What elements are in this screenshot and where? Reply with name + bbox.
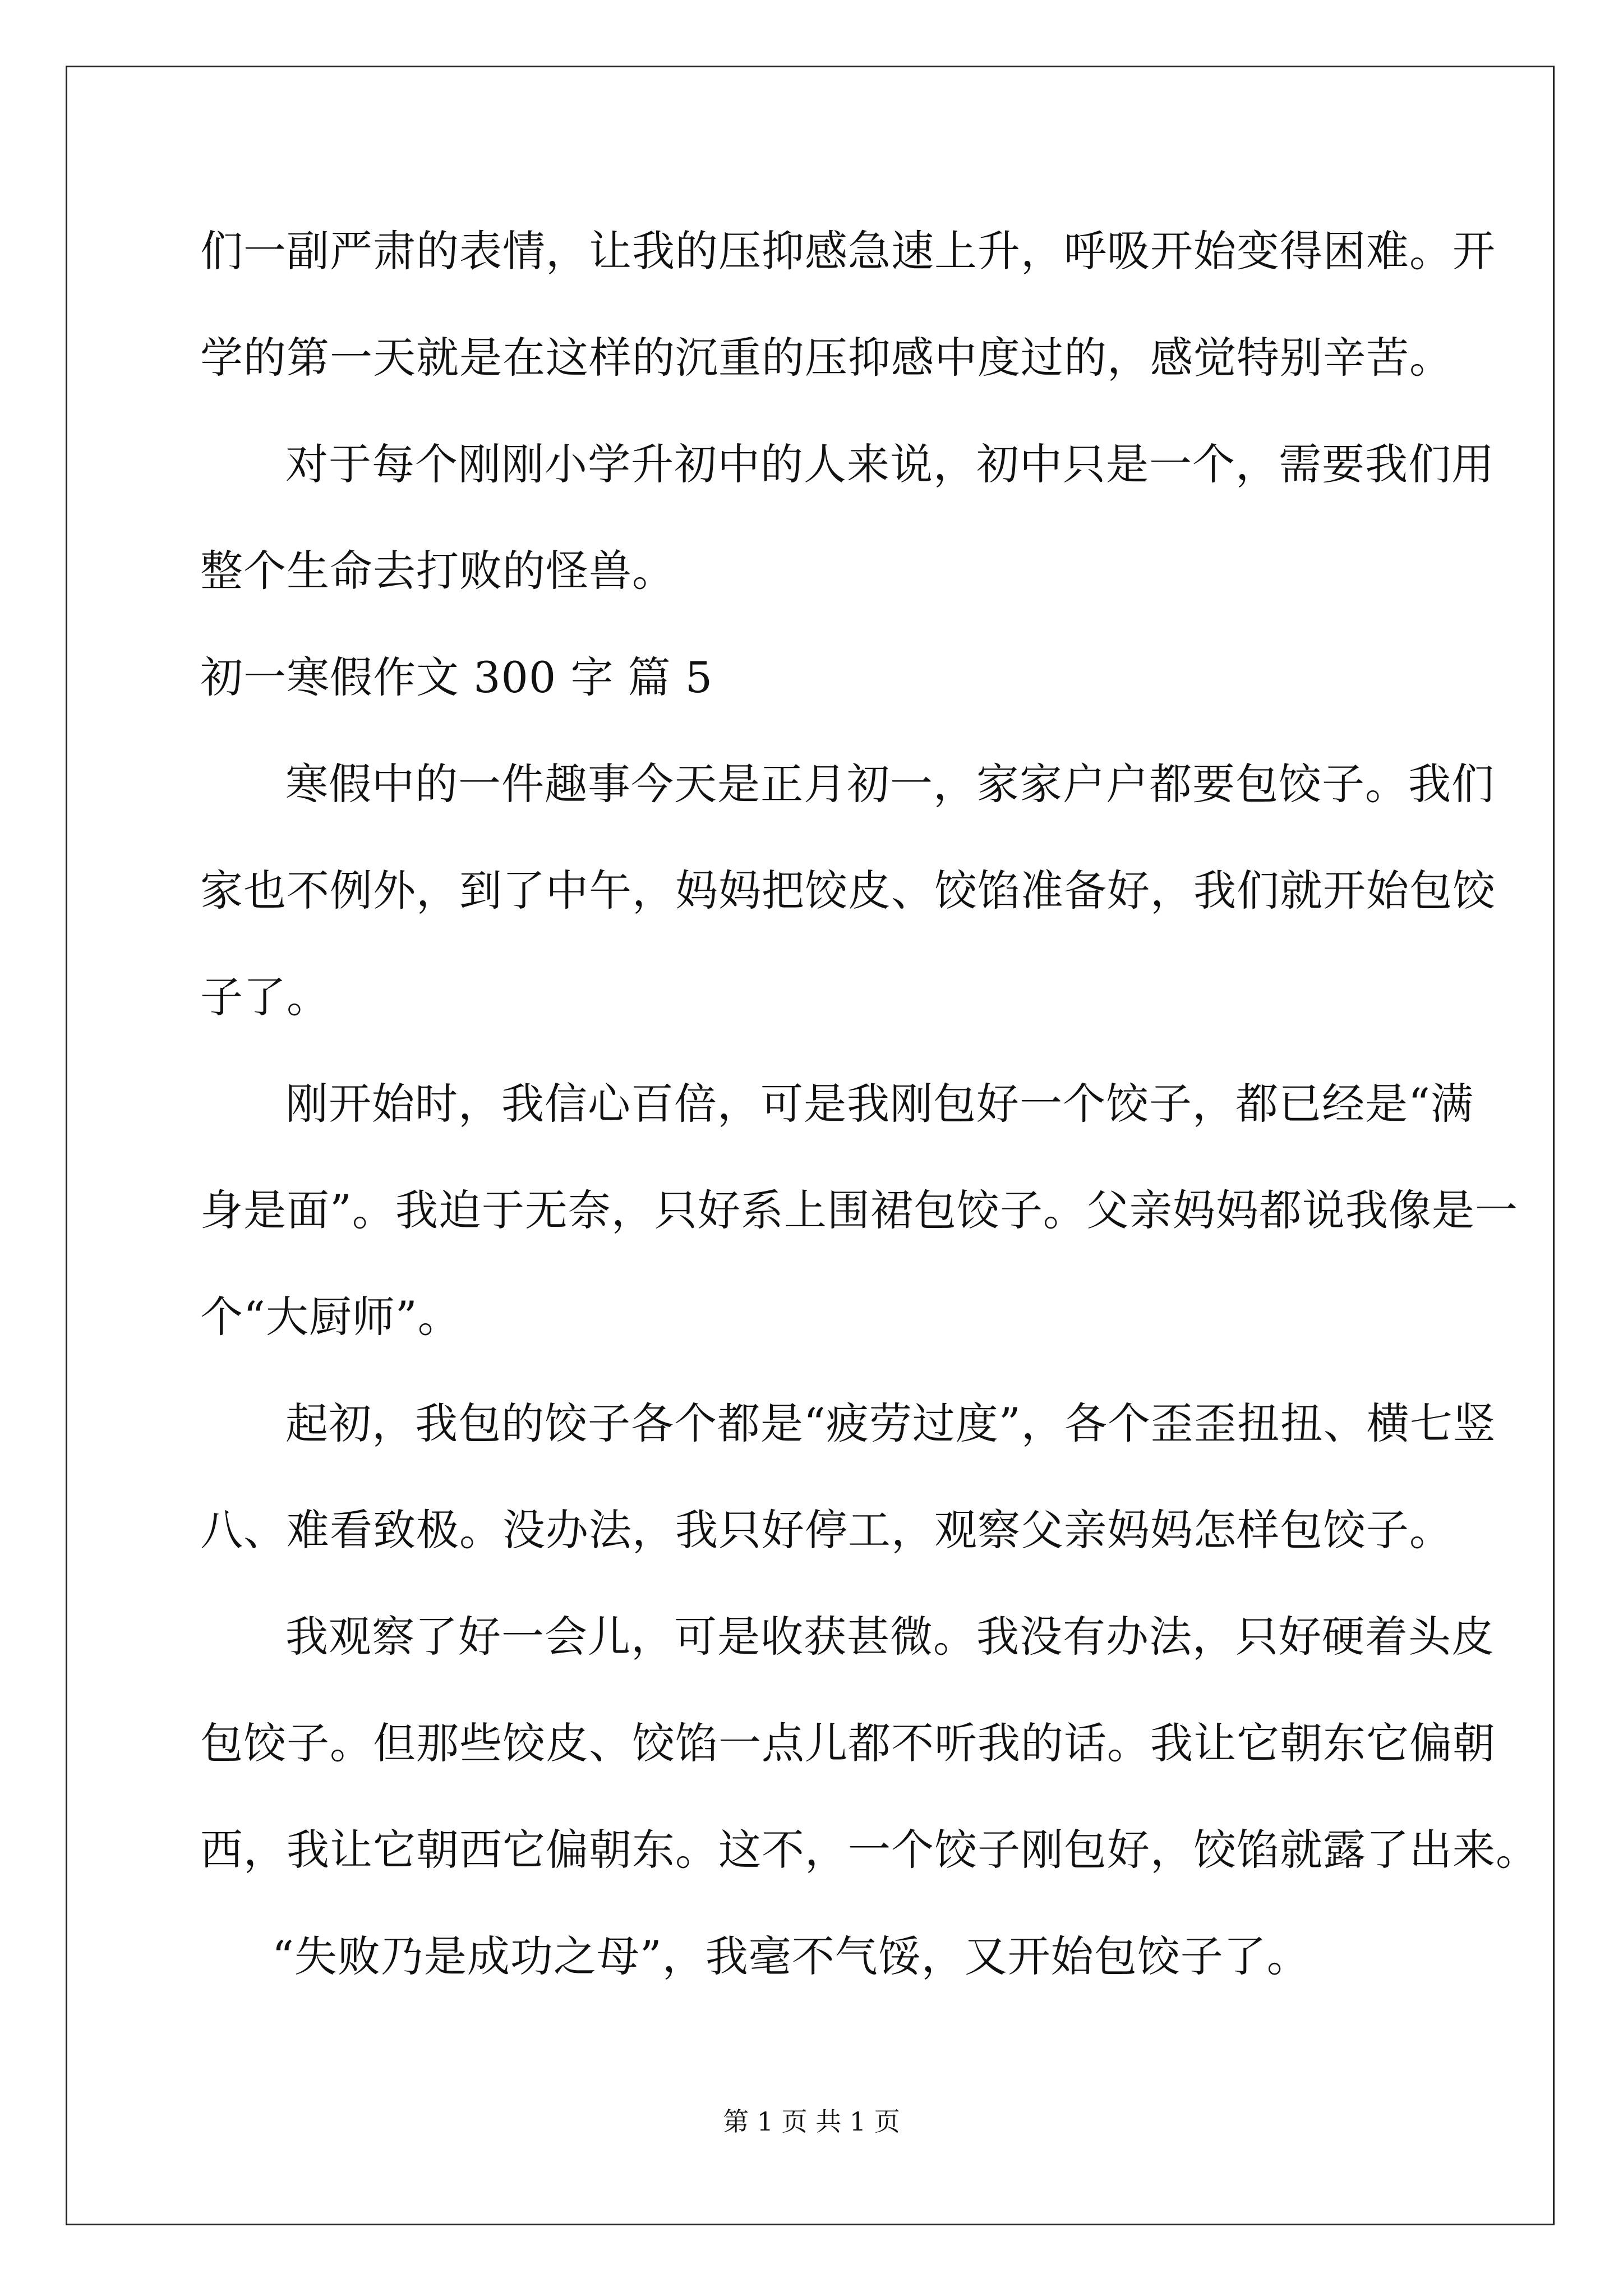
paragraph-start-line: 我观察了好一会儿，可是收获甚微。我没有办法，只好硬着头皮 [285,1612,1495,1662]
text-line: 家也不例外，到了中午，妈妈把饺皮、饺馅准备好，我们就开始包饺 [200,866,1496,915]
paragraph-start-line: 起初，我包的饺子各个都是“疲劳过度”，各个歪歪扭扭、横七竖 [285,1398,1496,1448]
paragraph-start-line: 对于每个刚刚小学升初中的人来说，初中只是一个，需要我们用 [285,439,1495,489]
paragraph-start-line: “失败乃是成功之母”，我毫不气馁，又开始包饺子了。 [272,1931,1310,1981]
section-heading: 初一寒假作文 300 字 篇 5 [200,652,713,702]
text-line: 们一副严肃的表情，让我的压抑感急速上升，呼吸开始变得困难。开 [200,226,1496,276]
paragraph-start-line: 刚开始时，我信心百倍，可是我刚包好一个饺子，都已经是“满 [285,1079,1474,1129]
text-line: 个“大厨师”。 [200,1292,461,1342]
paragraph-start-line: 寒假中的一件趣事今天是正月初一，家家户户都要包饺子。我们 [285,759,1495,809]
document-body [200,218,1539,2030]
text-line: 子了。 [200,972,330,1022]
text-line: 身是面”。我迫于无奈，只好系上围裙包饺子。父亲妈妈都说我像是一 [200,1185,1518,1235]
text-line: 包饺子。但那些饺皮、饺馅一点儿都不听我的话。我让它朝东它偏朝 [200,1718,1496,1768]
text-line: 西，我让它朝西它偏朝东。这不，一个饺子刚包好，饺馅就露了出来。 [200,1825,1539,1875]
page-number-footer: 第 1 页 共 1 页 [723,2106,900,2137]
text-line: 整个生命去打败的怪兽。 [200,546,675,596]
text-line: 学的第一天就是在这样的沉重的压抑感中度过的，感觉特别辛苦。 [200,333,1453,383]
text-line: 八、难看致极。没办法，我只好停工，观察父亲妈妈怎样包饺子。 [200,1505,1453,1555]
